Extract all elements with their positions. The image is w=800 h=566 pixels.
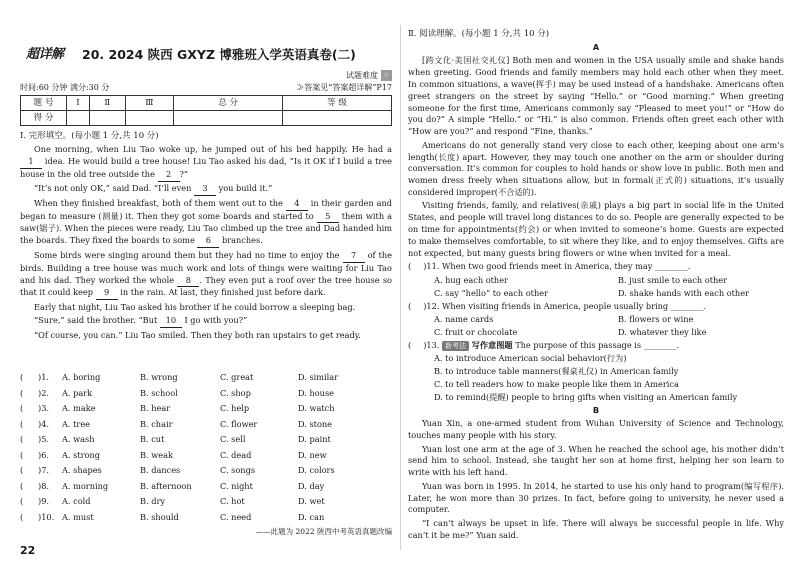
passage-paragraph: Visiting friends, family, and relatives(亲戚) plays a big part in social life in the United States, and people will travel long distances to do so. People are generally expected to be on time for appointments(约会) or when invited to someone’s home. Guests are expected to make themselves comfortable, to sit where they like, and to enjoy themselves. Gifts are not expected, but many guests bring flowers or wine when invited for a meal. [408, 200, 784, 259]
question-stem: ( )13. 新考法 写作意图题 The purpose of this passage is ________. [408, 339, 680, 350]
question-type-label: 写作意图题 [471, 339, 513, 350]
new-method-tag: 新考法 [442, 341, 469, 351]
option-a[interactable]: A. wash [62, 434, 95, 444]
answer-paren[interactable]: ( [20, 480, 24, 491]
option-d[interactable]: D. stone [298, 418, 333, 429]
option-b[interactable]: B. to introduce table manners(餐桌礼仪) in American family [434, 366, 679, 377]
option-c[interactable]: C. help [220, 403, 250, 413]
option-b[interactable]: B. wrong [140, 372, 178, 382]
title-row [20, 46, 392, 66]
option-c[interactable]: C. night [220, 480, 253, 491]
option-c[interactable]: C. fruit or chocolate [434, 326, 518, 337]
page-number: 22 [20, 544, 36, 557]
option-d[interactable]: D. can [298, 511, 325, 522]
passage-paragraph: Some birds were singing around them but they had no time to enjoy the 7 of the birds. Building a tree house was much work and lots of things were waiting for Liu Tao and his dad. They worked the whole 8 . They even put a roof over the tree house so that it could keep 9 in the rain. At last, they finished just before dark. [20, 250, 392, 301]
option-b[interactable]: B. hear [140, 403, 171, 413]
option-b[interactable]: B. school [140, 387, 178, 398]
table-cell: 等 级 [283, 96, 392, 111]
score-cell[interactable] [125, 111, 173, 126]
option-c[interactable]: C. sell [220, 434, 246, 444]
question-stem: ( )12. When visiting friends in America, people usually bring ________. [408, 300, 707, 311]
brand-logo: 超详解 [26, 47, 64, 62]
question-row: ( )8. A. morning B. afternoon C. night D. day [20, 480, 325, 491]
answer-paren[interactable]: ( [408, 261, 412, 272]
passage-paragraph: “I can’t always be upset in life. There will always be successful people in life. Why can’t it be me?” Yuan said. [408, 517, 784, 540]
question-row: ( )9. A. cold B. dry C. hot D. wet [20, 496, 325, 506]
passage-paragraph: Yuan Xin, a one-armed student from Wuhan University of Science and Technology, touches many people with his story. [408, 418, 784, 441]
option-row [408, 366, 784, 379]
answer-reference: ≫答案见“答案超详解”P17 [296, 83, 392, 92]
score-cell[interactable] [174, 111, 283, 126]
exam-title: 20. 2024 陕西 GXYZ 博雅班入学英语真卷(二) [82, 47, 356, 62]
answer-paren[interactable]: ( [20, 465, 24, 475]
answer-paren[interactable]: ( [20, 403, 24, 413]
option-d[interactable]: D. whatever they like [618, 326, 707, 337]
blank-4[interactable]: 4 [286, 198, 308, 211]
answer-paren[interactable]: ( [20, 387, 24, 398]
table-cell: Ⅲ [125, 96, 173, 111]
section-title: Ⅰ. 完形填空。(每小题 1 分,共 10 分) [20, 131, 159, 141]
passage-paragraph: “Sure,” said the brother. “But 10 I go with you?” [20, 315, 392, 328]
option-d[interactable]: D. house [298, 387, 334, 398]
option-row [408, 314, 784, 327]
option-c[interactable]: C. dead [220, 449, 252, 460]
passage-paragraph: “It’s not only OK,” said Dad. “I’ll even 3 you build it.” [20, 183, 392, 196]
option-a[interactable]: A. must [62, 511, 94, 522]
option-a[interactable]: A. name cards [434, 313, 494, 324]
blank-10[interactable]: 10 [160, 315, 182, 328]
question-row: ( )6. A. strong B. weak C. dead D. new [20, 449, 327, 460]
difficulty-star-icon: ☆ [381, 70, 392, 81]
option-a[interactable]: A. boring [62, 372, 101, 382]
option-b[interactable]: B. weak [140, 449, 173, 460]
option-c[interactable]: C. great [220, 372, 254, 382]
option-a[interactable]: A. shapes [62, 465, 102, 475]
difficulty-label: 试题难度 [346, 71, 378, 80]
option-c[interactable]: C. songs [220, 465, 256, 475]
blank-7[interactable]: 7 [343, 250, 365, 263]
option-row [408, 392, 784, 405]
score-table [20, 95, 392, 126]
blank-1[interactable]: 1 [20, 156, 42, 169]
column-divider [400, 25, 401, 550]
answer-paren[interactable]: ( [20, 511, 24, 522]
option-row [408, 288, 784, 301]
option-b[interactable]: B. dances [140, 465, 181, 475]
table-cell: Ⅰ [67, 96, 90, 111]
question-row: ( )4. A. tree B. chair C. flower D. stone [20, 418, 333, 429]
option-c[interactable]: C. shop [220, 387, 251, 398]
score-cell[interactable] [283, 111, 392, 126]
question-row: ( )5. A. wash B. cut C. sell D. paint [20, 434, 331, 444]
answer-paren[interactable]: ( [20, 418, 24, 429]
option-d[interactable]: D. similar [298, 372, 339, 382]
option-a[interactable]: A. make [62, 403, 96, 413]
score-cell[interactable] [89, 111, 125, 126]
option-d[interactable]: D. day [298, 480, 325, 491]
table-cell: 总 分 [174, 96, 283, 111]
option-d[interactable]: D. watch [298, 403, 335, 413]
answer-paren[interactable]: ( [20, 372, 24, 382]
option-c[interactable]: C. hot [220, 496, 245, 506]
option-a[interactable]: A. to introduce American social behavior(行为) [434, 353, 627, 364]
option-b[interactable]: B. chair [140, 418, 173, 429]
blank-5[interactable]: 5 [317, 211, 339, 224]
option-a[interactable]: A. strong [62, 449, 100, 460]
option-b[interactable]: B. dry [140, 496, 166, 506]
answer-paren[interactable]: ( [408, 300, 412, 311]
difficulty [346, 70, 392, 82]
option-row [408, 379, 784, 392]
question-row: ( )1. A. boring B. wrong C. great D. similar [20, 372, 339, 382]
option-b[interactable]: B. cut [140, 434, 165, 444]
passage-label: A [592, 41, 600, 52]
passage-paragraph: Early that night, Liu Tao asked his brother if he could borrow a sleeping bag. [34, 301, 356, 312]
option-c[interactable]: C. flower [220, 418, 258, 429]
option-a[interactable]: A. park [62, 387, 93, 398]
question-row: ( )3. A. make B. hear C. help D. watch [20, 403, 335, 413]
blank-8[interactable]: 8 [177, 275, 199, 288]
score-table-header [21, 96, 392, 111]
option-a[interactable]: A. tree [62, 418, 91, 429]
question-row: ( )10. A. must B. should C. need D. can [20, 511, 325, 522]
option-b[interactable]: B. just smile to each other [618, 274, 728, 285]
source-note: ——此题为 2022 陕西中考英语真题改编 [255, 527, 392, 536]
passage-paragraph: [跨文化·美国社交礼仪] Both men and women in the USA usually smile and shake hands when greeting. Good friends and family members may hold each other when they meet. In common situations, a wave(挥手) may be used instead of a handshake. Americans often greet strangers on the street by saying “Hello.” or “Good morning.” When greeting someone for the first time, Americans commonly say “Pleased to meet you!” or “How do you do?” A simple “Hello.” or “Hi.” is also common. Friends often greet each other with “How are you?” and respond “Fine, thanks.” [408, 54, 784, 137]
option-b[interactable]: B. flowers or wine [618, 313, 694, 324]
option-row [408, 353, 784, 366]
option-d[interactable]: D. new [298, 449, 327, 460]
passage-paragraph: When they finished breakfast, both of them went out to the 4 in their garden and began to measure (测量) it. Then they got some boards and started to 5 them with a saw(锯子). When the pieces were ready, Liu Tao climbed up the tree and Dad handed him the boards. They fixed the boards to some 6 branches. [20, 198, 392, 249]
passage-paragraph: One morning, when Liu Tao woke up, he jumped out of his bed happily. He had a 1 idea. He would build a tree house! Liu Tao asked his dad, “Is it OK if I build a tree house in the old tree outside the 2 ?” [20, 144, 392, 182]
option-c[interactable]: C. to tell readers how to make people like them in America [434, 379, 679, 390]
blank-2[interactable]: 2 [158, 169, 180, 182]
option-d[interactable]: D. colors [298, 465, 335, 475]
option-a[interactable]: A. morning [62, 480, 109, 491]
blank-6[interactable]: 6 [197, 235, 219, 248]
time-info: 时间:60 分钟 满分:30 分 [20, 83, 110, 92]
answer-paren[interactable]: ( [408, 339, 412, 350]
option-b[interactable]: B. should [140, 511, 179, 522]
option-d[interactable]: D. to remind(提醒) people to bring gifts when visiting an American family [434, 392, 738, 403]
answer-paren[interactable]: ( [20, 449, 24, 460]
option-d[interactable]: D. shake hands with each other [618, 287, 749, 298]
option-a[interactable]: A. hug each other [434, 274, 508, 285]
table-cell: 得 分 [21, 111, 67, 126]
question-row: ( )2. A. park B. school C. shop D. house [20, 387, 334, 398]
cloze-questions [20, 372, 392, 527]
answer-paren[interactable]: ( [20, 434, 24, 444]
answer-paren[interactable]: ( [20, 496, 24, 506]
option-b[interactable]: B. afternoon [140, 480, 192, 491]
table-cell: Ⅱ [89, 96, 125, 111]
table-cell: 题 号 [21, 96, 67, 111]
score-cell[interactable] [67, 111, 90, 126]
reading-section [408, 28, 784, 543]
option-d[interactable]: D. paint [298, 434, 331, 444]
option-a[interactable]: A. cold [62, 496, 91, 506]
passage-paragraph: Yuan lost one arm at the age of 3. When he reached the school age, his mother didn’t send him to school. Instead, she taught her son at home first, helping her son learn to write with his left hand. [408, 443, 784, 478]
passage-paragraph: Yuan was born in 1995. In 2014, he started to use his only hand to program(编写程序). Later, he won more than 30 prizes. In fact, before going to university, he never used a computer. [408, 480, 784, 515]
section-title: Ⅱ. 阅读理解。(每小题 1 分,共 10 分) [408, 29, 550, 39]
question-stem: ( )11. When two good friends meet in America, they may ________. [408, 261, 691, 272]
option-c[interactable]: C. need [220, 511, 252, 522]
passage-paragraph: “Of course, you can.” Liu Tao smiled. Then they both ran upstairs to get ready. [34, 329, 361, 340]
passage-label: B [592, 405, 600, 416]
blank-9[interactable]: 9 [96, 287, 118, 300]
blank-3[interactable]: 3 [194, 183, 216, 196]
option-c[interactable]: C. say “hello” to each other [434, 287, 549, 298]
option-row [408, 275, 784, 288]
score-table-row [21, 111, 392, 126]
cloze-section [20, 130, 392, 343]
passage-paragraph: Americans do not generally stand very close to each other, keeping about one arm’s length(长度) apart. However, they may touch one another on the arm or shoulder during conversation. It’s common for couples to hold hands or show love in public. Both men and women dress freely when situations allow, but in formal(正式的) situations, it’s usually considered improper(不合适的). [408, 139, 784, 198]
question-row: ( )7. A. shapes B. dances C. songs D. colors [20, 465, 335, 475]
option-d[interactable]: D. wet [298, 496, 325, 506]
option-row [408, 327, 784, 340]
